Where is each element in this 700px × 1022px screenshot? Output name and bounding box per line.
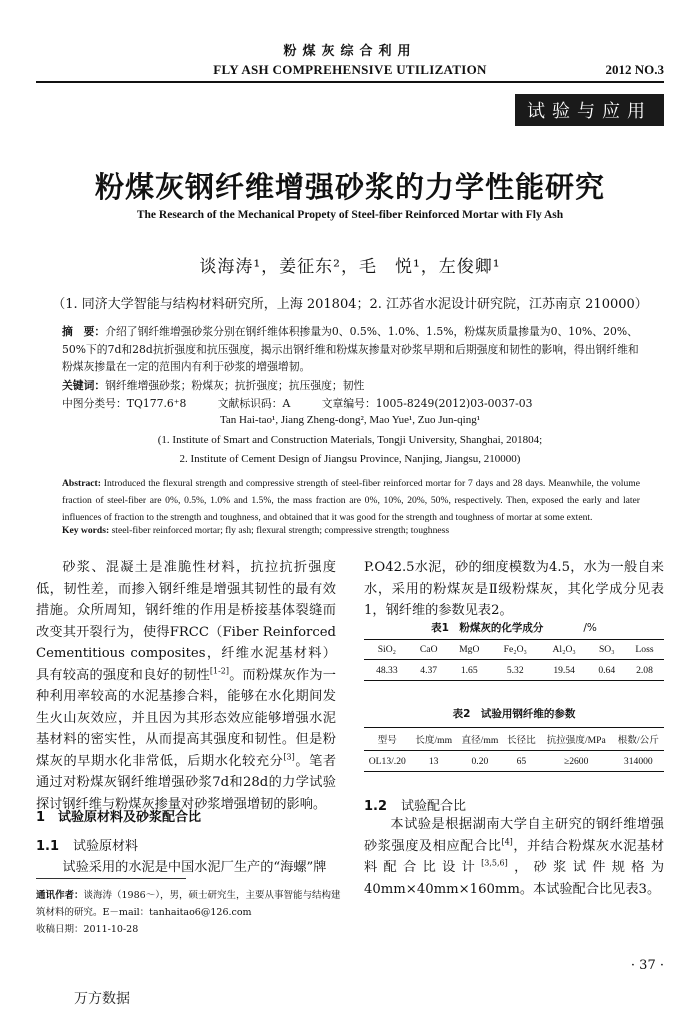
table1-cell: 19.54 bbox=[540, 660, 589, 681]
keywords-en-text: steel-fiber reinforced mortar; fly ash; flexural strength; compressive strength; toughness bbox=[111, 525, 450, 536]
journal-name-en: FLY ASH COMPREHENSIVE UTILIZATION bbox=[213, 62, 487, 77]
intro-paragraph bbox=[36, 557, 336, 815]
table2-cell: 13 bbox=[411, 751, 457, 772]
clc-number: 中图分类号：TQ177.6⁺8 bbox=[62, 397, 187, 410]
citation: [4] bbox=[501, 837, 513, 847]
table1-cell: 5.32 bbox=[491, 660, 540, 681]
table1-cell: 2.08 bbox=[625, 660, 664, 681]
article-number: 文章编号：1005-8249(2012)03-0037-03 bbox=[321, 397, 533, 410]
table1-header: SiO₂ bbox=[364, 640, 410, 660]
subsection-heading-1-1 bbox=[36, 835, 138, 854]
keywords-en-label: Key words: bbox=[62, 525, 110, 536]
author-note-label: 通讯作者： bbox=[36, 890, 84, 901]
table1-header: SO₃ bbox=[589, 640, 625, 660]
table1-header: CaO bbox=[410, 640, 448, 660]
intro-text-1: 砂浆、混凝土是准脆性材料，抗拉抗折强度低，韧性差，而掺入钢纤维是增强其韧性的最有效措施。众所周知，钢纤维的作用是桥接基体裂缝而改变其开裂行为，使得FRCC（Fiber Reinforced Cementitious composites，纤维水泥基材料）具有较高的强度和良好的韧性 bbox=[36, 560, 336, 683]
subsection-heading-1-2 bbox=[364, 795, 466, 814]
table2-steel-fiber-parameters bbox=[364, 727, 664, 772]
table2-header-row bbox=[364, 728, 664, 751]
table-row bbox=[364, 751, 664, 772]
table1-chemical-composition bbox=[364, 639, 664, 681]
table1-header-row bbox=[364, 640, 664, 660]
authors-en: Tan Hai-tao¹, Jiang Zheng-dong², Mao Yue¹, Zuo Jun-qing¹ bbox=[219, 414, 481, 426]
intro-text-3: 。笔者通过对粉煤灰钢纤维增强砂浆7d和28d的力学试验探讨钢纤维与粉煤灰掺量对砂浆增强增韧的影响。 bbox=[36, 753, 337, 812]
classification-line bbox=[62, 396, 640, 411]
header-rule bbox=[36, 81, 664, 83]
keywords-cn-label: 关键词： bbox=[62, 379, 106, 392]
table2-cell: 314000 bbox=[613, 751, 664, 772]
table1-cell: 0.64 bbox=[589, 660, 625, 681]
table2-caption: 表2 试验用钢纤维的参数 bbox=[452, 708, 576, 720]
materials-text-left: 试验采用的水泥是中国水泥厂生产的“海螺”牌 bbox=[62, 860, 327, 875]
intro-text-2: 。而粉煤灰作为一种利用率较高的水泥基掺合料，能够在水化期间发生火山灰效应，并且因为其形态效应能够增强水泥基材料的密实性，从而提高其强度和韧性。但是粉煤灰的早期水化非常低，后期水化较充分 bbox=[36, 667, 336, 769]
subsection-title: 试验配合比 bbox=[401, 799, 467, 814]
table2-cell: 0.20 bbox=[457, 751, 503, 772]
mix-text-1: 本试验是根据湖南大学自主研究的钢纤维增强砂浆强度及相应配合比 bbox=[364, 817, 664, 854]
footnotes bbox=[36, 887, 346, 938]
table2-header: 根数/公斤 bbox=[613, 728, 664, 751]
mix-text-2: ，并结合粉煤灰水泥基材料配合比设计 bbox=[364, 838, 665, 875]
table1-header: Fe₂O₃ bbox=[491, 640, 540, 660]
abstract-en-text: Introduced the flexural strength and compressive strength of steel-fiber reinforced mortar for 7 days and 28 days. Meanwhile, the volume fraction of steel-fiber are 0%, 0.5%, 1.0% and 1.5%, the mass fraction are 0%, 10%, 20%, 50%, respectively. Then, exposed the early and later influences of fraction to the strength and toughness, and obtained that it was good for the strength and toughness of mortar at some extent. bbox=[62, 478, 640, 523]
journal-name-cn: 粉煤灰综合利用 bbox=[283, 44, 417, 59]
affiliation-en-2: 2. Institute of Cement Design of Jiangsu Province, Nanjing, Jiangsu, 210000) bbox=[179, 453, 521, 465]
abstract-en bbox=[62, 475, 640, 526]
abstract-en-label: Abstract: bbox=[62, 478, 101, 489]
affiliation-en-1: (1. Institute of Smart and Construction Materials, Tongji University, Shanghai, 201804; bbox=[157, 434, 543, 446]
table1-title: 表1 粉煤灰的化学成分 bbox=[431, 622, 544, 634]
citation: [3] bbox=[283, 752, 295, 762]
table2-header: 抗拉强度/MPa bbox=[540, 728, 613, 751]
keywords-cn-text: 钢纤维增强砂浆；粉煤灰；抗折强度；抗压强度；韧性 bbox=[105, 379, 365, 392]
section-heading-1: 1 试验原材料及砂浆配合比 bbox=[36, 810, 202, 825]
materials-text-right bbox=[364, 557, 664, 622]
table2-header: 直径/mm bbox=[457, 728, 503, 751]
paper-title-en: The Research of the Mechanical Propety of Steel-fiber Reinforced Mortar with Fly Ash bbox=[136, 209, 564, 221]
table-row bbox=[364, 660, 664, 681]
table1-cell: 1.65 bbox=[448, 660, 491, 681]
table2-cell: 65 bbox=[503, 751, 540, 772]
document-code: 文献标识码：A bbox=[217, 397, 291, 410]
mix-design-paragraph bbox=[364, 814, 664, 900]
paper-title-cn: 粉煤灰钢纤维增强砂浆的力学性能研究 bbox=[94, 170, 605, 204]
watermark: 万方数据 bbox=[74, 991, 130, 1007]
abstract-cn bbox=[62, 323, 640, 376]
page-number: · 37 · bbox=[630, 958, 664, 973]
citation: [1-2] bbox=[209, 666, 229, 676]
table1-cell: 4.37 bbox=[410, 660, 448, 681]
table1-header: Al₂O₃ bbox=[540, 640, 589, 660]
table1-header: MgO bbox=[448, 640, 491, 660]
issue-number: 2012 NO.3 bbox=[605, 62, 664, 77]
abstract-cn-text: 介绍了钢纤维增强砂浆分别在钢纤维体积掺量为0、0.5%、1.0%、1.5%，粉煤灰质量掺量为0、10%、20%、50%下的7d和28d抗折强度和抗压强度，揭示出钢纤维和粉煤灰掺量对砂浆早期和后期强度和韧性的影响，得出钢纤维和粉煤灰掺量在一定的范围内有利于砂浆的增强增韧。 bbox=[62, 325, 639, 373]
table2-cell: OL13/.20 bbox=[364, 751, 411, 772]
affiliation-cn: （1. 同济大学智能与结构材料研究所，上海 201804；2. 江苏省水泥设计研究院，江苏南京 210000） bbox=[52, 297, 648, 312]
materials-paragraph: P.O42.5水泥，砂的细度模数为4.5，水为一般自来水，采用的粉煤灰是Ⅱ级粉煤灰，其化学成分见表1，钢纤维的参数见表2。 bbox=[364, 560, 664, 618]
table1-cell: 48.33 bbox=[364, 660, 410, 681]
table1-unit: /% bbox=[583, 622, 597, 634]
authors-cn: 谈海涛¹，姜征东²，毛 悦¹，左俊卿¹ bbox=[199, 257, 501, 277]
citation: [3,5,6] bbox=[481, 858, 508, 868]
table2-header: 长度/mm bbox=[411, 728, 457, 751]
section-tag: 试验与应用 bbox=[515, 94, 664, 126]
table2-header: 型号 bbox=[364, 728, 411, 751]
abstract-cn-label: 摘 要： bbox=[62, 325, 106, 338]
footnote-rule bbox=[36, 878, 186, 879]
author-note bbox=[36, 887, 346, 921]
keywords-en bbox=[62, 525, 640, 536]
table2-cell: ≥2600 bbox=[540, 751, 613, 772]
author-note-text: 谈海涛（1986～），男，硕士研究生，主要从事智能与结构建筑材料的研究。E－mail：tanhaitao6@126.com bbox=[36, 890, 341, 918]
subsection-title: 试验原材料 bbox=[73, 839, 139, 854]
table1-header: Loss bbox=[625, 640, 664, 660]
table2-header: 长径比 bbox=[503, 728, 540, 751]
subsection-number: 1.1 bbox=[36, 839, 60, 854]
mix-text-3: ，砂浆试件规格为40mm×40mm×160mm。本试验配合比见表3。 bbox=[364, 860, 665, 897]
keywords-cn bbox=[62, 378, 640, 393]
subsection-number: 1.2 bbox=[364, 799, 388, 814]
received-date: 收稿日期：2011-10-28 bbox=[36, 924, 139, 935]
table1-caption bbox=[364, 620, 664, 635]
